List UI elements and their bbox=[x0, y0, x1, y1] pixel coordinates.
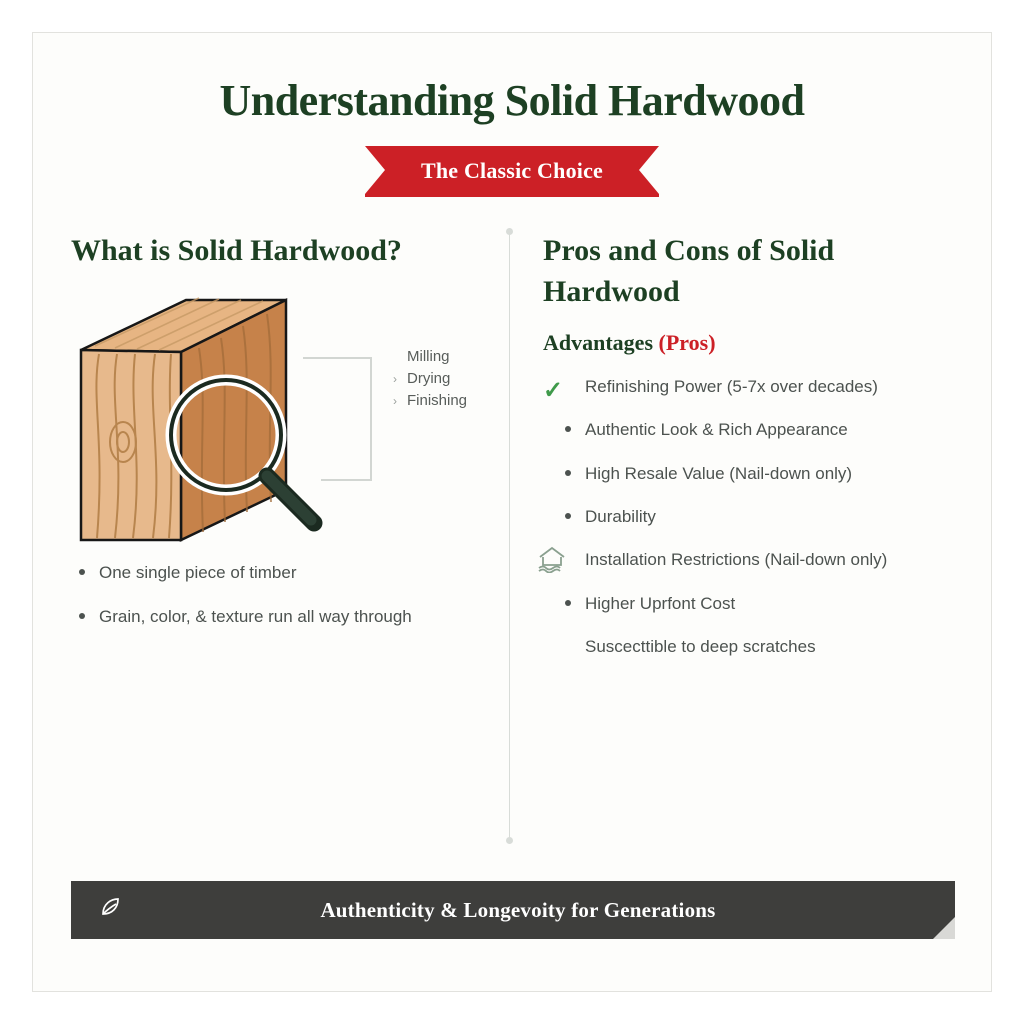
bullet-dot-icon bbox=[79, 613, 85, 619]
process-step-list bbox=[393, 346, 467, 412]
infographic-poster bbox=[32, 32, 992, 992]
leaf-icon bbox=[99, 896, 121, 924]
list-item-label: Refinishing Power (5-7x over decades) bbox=[585, 377, 878, 396]
advantages-label: Advantages bbox=[543, 330, 659, 355]
process-step bbox=[393, 368, 467, 390]
check-icon: ✓ bbox=[543, 377, 564, 404]
bullet-dot-icon bbox=[565, 513, 571, 519]
left-column bbox=[71, 231, 511, 677]
list-item-label: Suscecttible to deep scratches bbox=[585, 637, 816, 657]
caret-icon: › bbox=[393, 371, 397, 386]
wood-block-svg bbox=[71, 290, 491, 560]
bullet-dot-icon bbox=[565, 600, 571, 606]
divider-dot-top bbox=[506, 228, 513, 235]
advantages-subheading bbox=[543, 330, 953, 356]
list-item-label: Higher Uprfont Cost bbox=[585, 593, 736, 613]
list-item-label: Grain, color, & texture run all way through bbox=[99, 606, 412, 626]
list-item-label: High Resale Value (Nail-down only) bbox=[585, 463, 853, 483]
right-column bbox=[511, 231, 953, 677]
list-item bbox=[543, 417, 953, 443]
process-step-label: Finishing bbox=[407, 391, 468, 409]
hardwood-illustration bbox=[71, 290, 485, 560]
list-item bbox=[543, 504, 953, 530]
footer-text: Authenticity & Longevoity for Generations bbox=[320, 897, 716, 922]
pros-label: (Pros) bbox=[658, 330, 716, 355]
bullet-dot-icon bbox=[565, 426, 571, 432]
bullet-dot-icon bbox=[565, 470, 571, 476]
process-step bbox=[393, 390, 467, 412]
column-divider bbox=[509, 231, 510, 841]
list-item bbox=[543, 547, 953, 573]
house-flood-icon bbox=[535, 543, 569, 581]
content-columns bbox=[33, 231, 991, 677]
bullet-dot-icon bbox=[79, 569, 85, 575]
process-step-label: Milling bbox=[407, 347, 450, 365]
list-item-label: Installation Restrictions (Nail-down only) bbox=[585, 550, 888, 570]
footer-banner bbox=[71, 881, 955, 939]
left-column-heading: What is Solid Hardwood? bbox=[71, 234, 402, 267]
caret-icon bbox=[393, 346, 396, 368]
page-title: Understanding Solid Hardwood bbox=[219, 76, 805, 125]
process-step-label: Drying bbox=[407, 369, 451, 387]
list-item-label: Authentic Look & Rich Appearance bbox=[585, 420, 848, 440]
list-item bbox=[71, 604, 485, 630]
list-item-label: Durability bbox=[585, 507, 656, 527]
ribbon-label: The Classic Choice bbox=[365, 146, 659, 197]
ribbon-banner bbox=[33, 146, 991, 197]
corner-fold bbox=[933, 917, 955, 939]
list-item bbox=[543, 591, 953, 617]
list-item bbox=[71, 560, 485, 586]
list-item-label: One single piece of timber bbox=[99, 562, 297, 582]
divider-dot-bottom bbox=[506, 837, 513, 844]
left-bullet-list bbox=[71, 560, 485, 631]
list-item bbox=[543, 461, 953, 487]
right-column-heading: Pros and Cons of Solid Hardwood bbox=[543, 234, 835, 308]
list-item bbox=[543, 634, 953, 660]
caret-icon: › bbox=[393, 393, 397, 408]
process-step bbox=[393, 346, 467, 368]
list-item bbox=[543, 374, 953, 404]
